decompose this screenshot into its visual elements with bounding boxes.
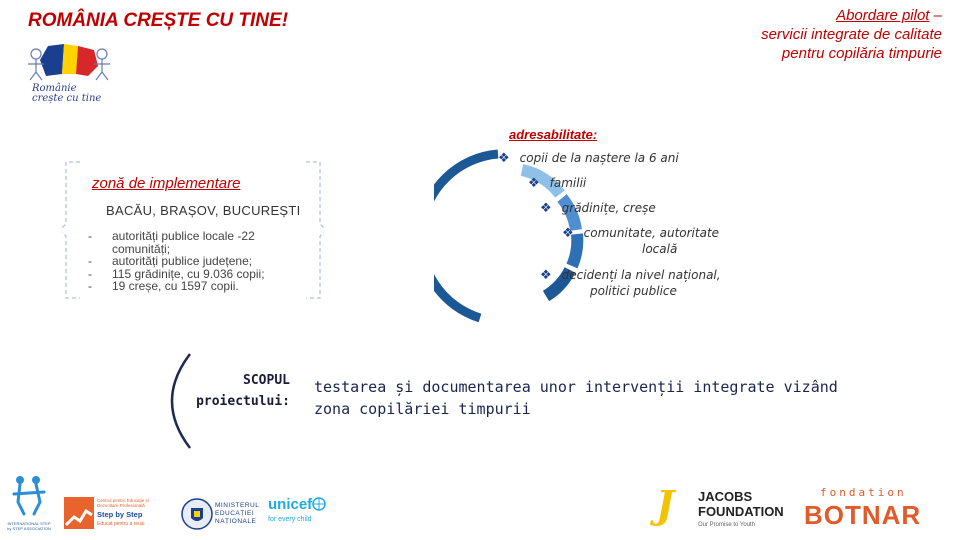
- zone-right-brace: [306, 162, 324, 298]
- botnar-logo: [804, 486, 920, 532]
- list-item: - autorități publice locale -22: [88, 229, 255, 243]
- list-item: - 19 creșe, cu 1597 copii.: [88, 279, 239, 293]
- list-item-continuation: comunități;: [112, 241, 171, 256]
- audience-item-5-continuation: politici publice: [590, 284, 677, 298]
- audience-item-4: ❖ comunitate, autoritate: [562, 226, 720, 241]
- audience-item-5: ❖ decidenți la nivel național,: [540, 268, 721, 283]
- page-title: ROMÂNIA CREȘTE CU TINE!: [28, 10, 289, 31]
- botnar-line1: fondation: [820, 486, 907, 499]
- list-item: - autorități publice județene;: [88, 254, 253, 268]
- audience-item-4-continuation: locală: [642, 242, 678, 256]
- unicef-globe-icon: [312, 497, 326, 511]
- romania-logo-text: [32, 84, 101, 104]
- audience-item-1: ❖ copii de la naștere la 6 ani: [498, 151, 679, 166]
- jacobs-foundation-logo: [654, 482, 804, 532]
- diamond-bullet-icon: ❖: [528, 176, 540, 191]
- ministry-line2: EDUCAȚIEI: [215, 510, 255, 517]
- child-right-icon: [94, 49, 110, 80]
- botnar-line2: BOTNAR: [804, 500, 922, 530]
- scope-text-line2: zona copilăriei timpurii: [314, 400, 531, 418]
- pilot-heading: [761, 6, 942, 63]
- child-left-icon: [28, 49, 44, 80]
- diamond-bullet-icon: ❖: [562, 226, 574, 241]
- unicef-tagline: for every child: [268, 516, 312, 523]
- diamond-bullet-icon: ❖: [540, 268, 552, 283]
- pilot-line-3: pentru copilăria timpurie: [781, 45, 942, 62]
- scope-label-line2: proiectului:: [196, 394, 290, 409]
- scope-label-line1: SCOPUL: [243, 373, 290, 388]
- audience-item-2: ❖ familii: [528, 176, 587, 191]
- ro-logo-line2: crește cu tine: [32, 93, 102, 104]
- diamond-bullet-icon: ❖: [498, 151, 510, 166]
- scope-arc: [172, 354, 190, 448]
- diamond-bullet-icon: ❖: [540, 201, 552, 216]
- jacobs-j-icon: J: [656, 482, 674, 527]
- scope-text-line1: testarea și documentarea unor intervenții integrate vizând: [314, 378, 838, 396]
- pilot-line-2: servicii integrate de calitate: [761, 26, 942, 43]
- cepes-line1: Centrul pentru Educație și: [97, 498, 149, 503]
- coat-of-arms-icon: [181, 498, 213, 530]
- jacobs-line1: JACOBS: [698, 489, 753, 504]
- ro-logo-line1: Românie: [32, 83, 77, 94]
- list-item: - 115 grădinițe, cu 9.036 copii;: [88, 266, 265, 281]
- addressability-title: adresabilitate:: [509, 127, 598, 142]
- cepes-logo: [64, 497, 174, 529]
- issa-text: INTERNATIONAL STEP by STEP ASSOCIATION: [7, 521, 51, 531]
- jacobs-line2: FOUNDATION: [698, 504, 784, 519]
- ministry-logo: [181, 498, 271, 532]
- issa-logo: [6, 472, 52, 536]
- cepes-line4: Educat pentru a reuși: [97, 521, 145, 527]
- romania-map-yellow: [62, 44, 78, 74]
- audience-item-3: ❖ grădinițe, creșe: [540, 201, 656, 216]
- arc-outer: [434, 154, 498, 318]
- cepes-line2: Dezvoltare Profesională: [97, 503, 145, 508]
- cepes-line3: Step by Step: [97, 510, 143, 519]
- zone-title: zonă de implementare: [92, 175, 241, 192]
- zone-cities: BACĂU, BRAȘOV, BUCUREȘTI: [106, 203, 301, 218]
- romania-map-blue: [40, 44, 64, 76]
- scope-text: [314, 376, 838, 420]
- romania-map-red: [76, 46, 98, 76]
- unicef-wordmark: unicef: [268, 496, 313, 513]
- zone-list: [88, 230, 265, 293]
- stairs-icon: [64, 497, 94, 529]
- scope-label: [190, 370, 290, 412]
- ministry-line3: NAȚIONALE: [215, 518, 257, 525]
- ministry-line1: MINISTERUL: [215, 502, 260, 509]
- jacobs-tagline: Our Promise to Youth: [698, 522, 756, 528]
- issa-figure-icon: [6, 472, 52, 516]
- unicef-logo: [268, 496, 328, 532]
- pilot-underlined: Abordare pilot: [836, 7, 930, 24]
- pilot-dash: –: [929, 7, 942, 24]
- zone-left-brace: [62, 162, 80, 298]
